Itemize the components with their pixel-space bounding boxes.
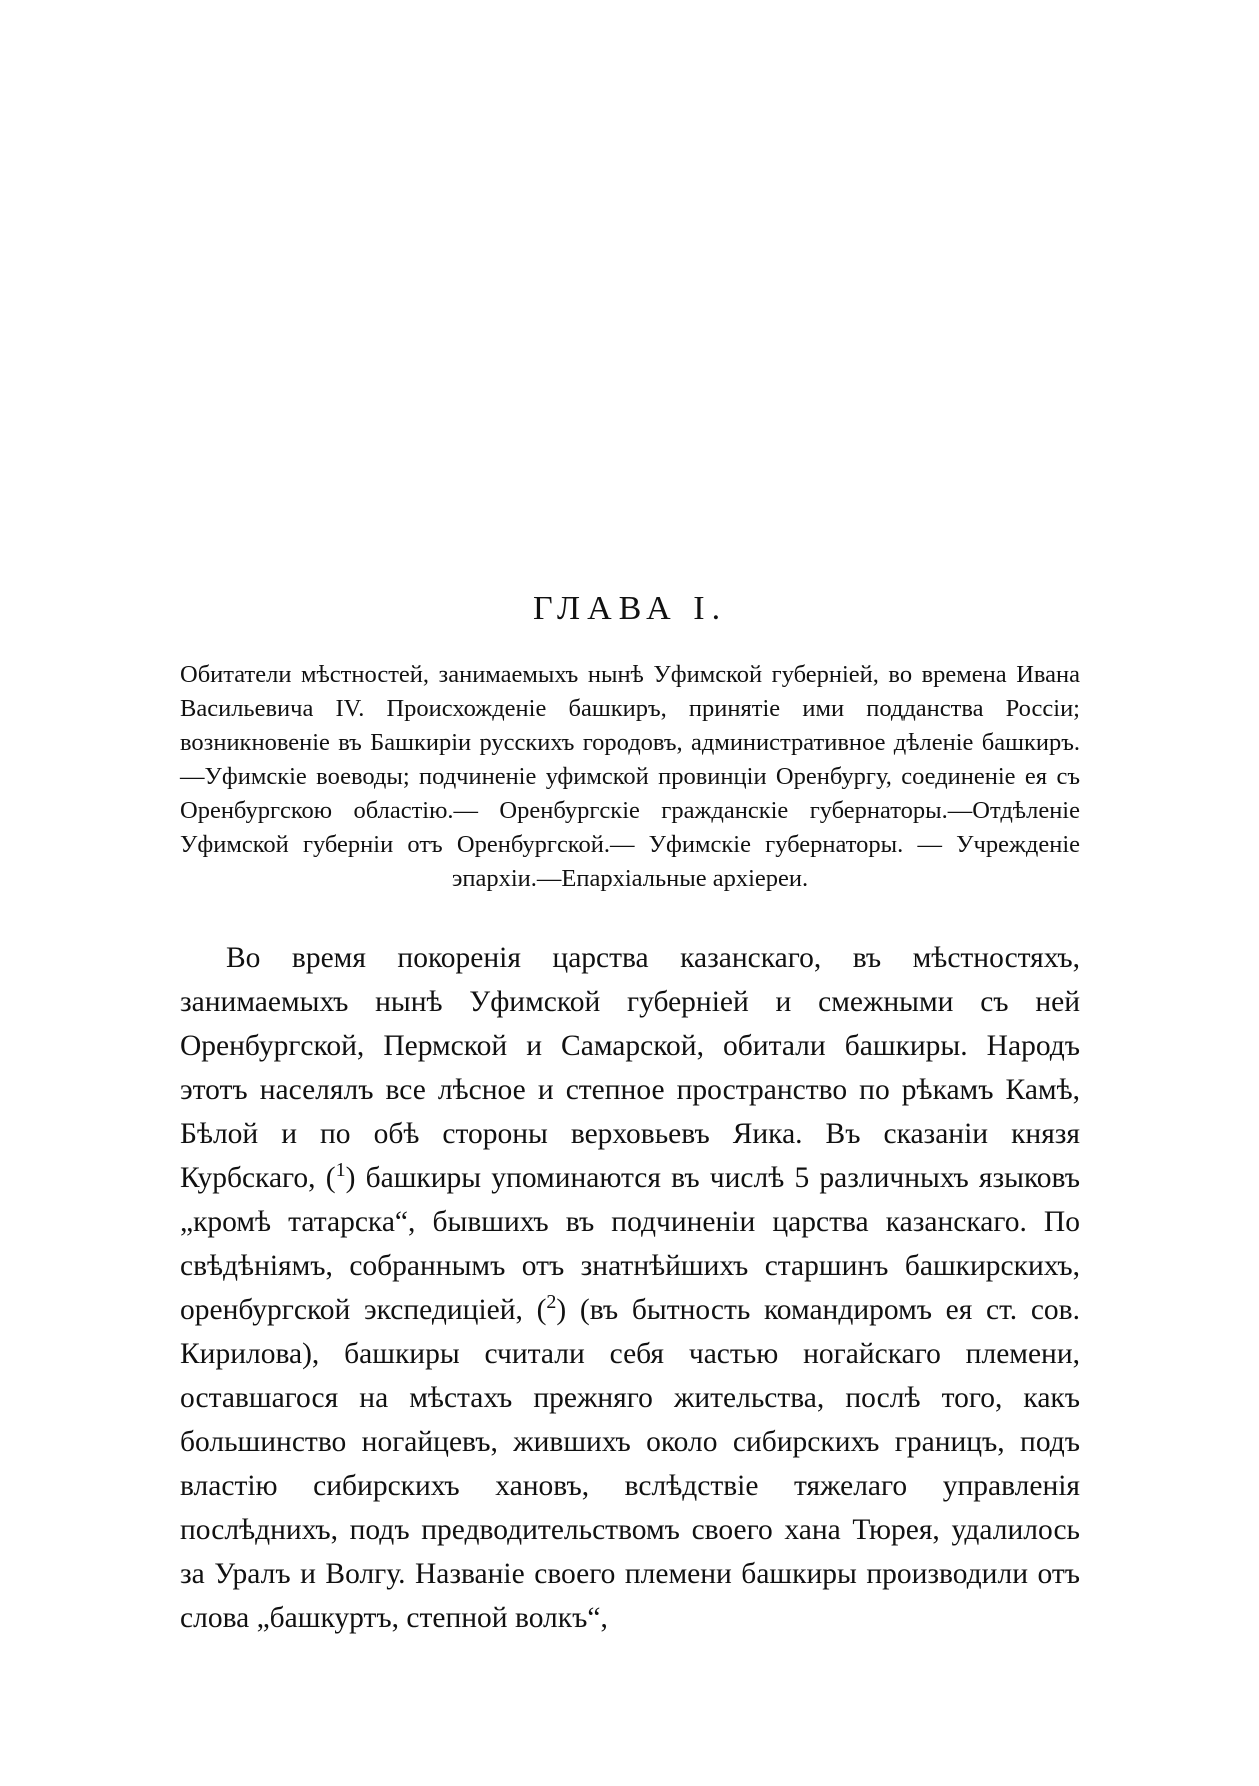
chapter-title: ГЛАВА I. <box>532 590 728 627</box>
footnote-ref-2: 2 <box>546 1291 557 1314</box>
body-text-part-1: Во время покоренія царства казанскаго, въ мѣстностяхъ, занимаемыхъ нынѣ Уфимской губерніей и смежными съ ней Оренбургской, Пермской и Самарской, обитали башкиры. Народъ этотъ населялъ все лѣсное и степное пространство по рѣкамъ Камѣ, Бѣлой и по обѣ стороны верховьевъ Яика. Въ сказаніи князя Курбскаго, ( <box>180 942 1080 1194</box>
page <box>180 590 1080 1640</box>
chapter-summary: Обитатели мѣстностей, занимаемыхъ нынѣ Уфимской губерніей, во времена Ивана Васильевича IV. Происхожденіе башкиръ, принятіе ими подданства Россіи; возникновеніе въ Башкиріи русскихъ городовъ, административное дѣленіе башкиръ.—Уфимскіе воеводы; подчиненіе уфимской провинціи Оренбургу, соединеніе ея съ Оренбургскою областію.— Оренбургскіе гражданскіе губернаторы.—Отдѣленіе Уфимской губерніи отъ Оренбургской.— Уфимскіе губернаторы. — Учрежденіе эпархіи.—Епархіальные архіереи. <box>180 661 1080 892</box>
footnote-ref-1: 1 <box>335 1159 346 1182</box>
body-text-part-2: ) башкиры упоминаются въ числѣ 5 различныхъ языковъ „кромѣ татарска“, бывшихъ въ подчиненіи царства казанскаго. По свѣдѣніямъ, собраннымъ отъ знатнѣйшихъ старшинъ башкирскихъ, оренбургской экспедиціей, ( <box>180 1162 1080 1326</box>
body-text-part-3: ) (въ бытность командиромъ ея ст. сов. Кирилова), башкиры считали себя частью ногайскаго племени, оставшагося на мѣстахъ прежняго жительства, послѣ того, какъ большинство ногайцевъ, жившихъ около сибирскихъ границъ, подъ властію сибирскихъ хановъ, вслѣдствіе тяжелаго управленія послѣднихъ, подъ предводительствомъ своего хана Тюрея, удалилось за Уралъ и Волгу. Названіе своего племени башкиры производили отъ слова „башкуртъ, степной волкъ“, <box>180 1294 1080 1634</box>
body-paragraph <box>180 936 1080 1640</box>
